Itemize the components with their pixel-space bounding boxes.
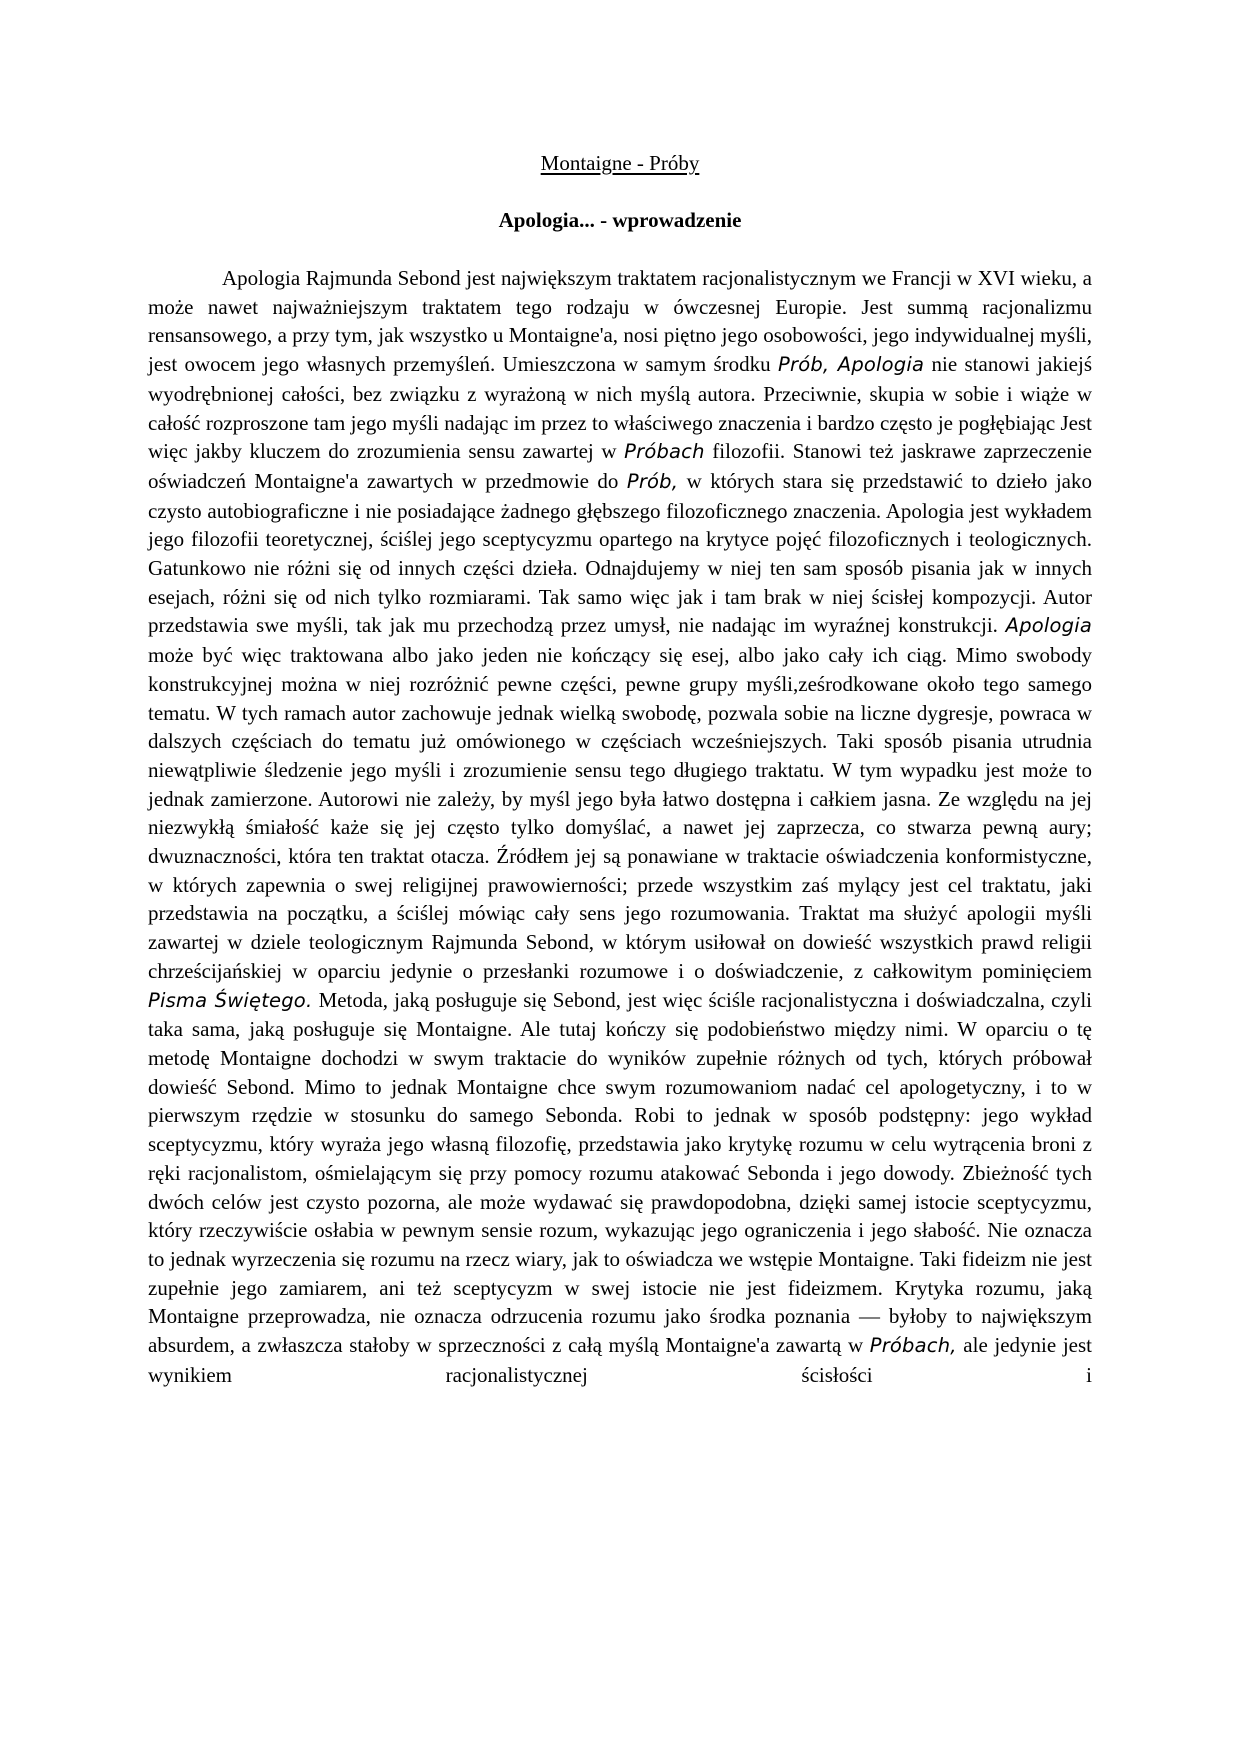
italic-run: Próbach, — [869, 1334, 957, 1358]
text-run: Metoda, jaką posługuje się Sebond, jest więc ściśle racjonalistyczna i doświadczalna, czyli taka sama, jaką posługuje się Montaigne. Ale tutaj kończy się podobieństwo między nimi. W oparciu o tę metodę Montaigne dochodzi w swym traktacie do wyników zupełnie różnych od tych, których próbował dowieść Sebond. Mimo to jednak Montaigne chce swym rozumowaniom nadać cel apologetyczny, i to w pierwszym rzędzie w stosunku do samego Sebonda. Robi to jednak w sposób podstępny: jego wykład sceptycyzmu, który wyraża jego własną filozofię, przedstawia jako krytykę rozumu w celu wytrącenia broni z ręki racjonalistom, ośmielającym się przy pomocy rozumu atakować Sebonda i jego dowody. Zbieżność tych dwóch celów jest czysto pozorna, ale może wydawać się prawdopodobna, dzięki samej istocie sceptycyzmu, który rzeczywiście osłabia w pewnym sensie rozum, wykazując jego ograniczenia i jego słabość. Nie oznacza to jednak wyrzeczenia się rozumu na rzecz wiary, jak to oświadcza we wstępie Montaigne. Taki fideizm nie jest zupełnie jego zamiarem, ani też sceptycyzm w swej istocie nie jest fideizmem. Krytyka rozumu, jaką Montaigne przeprowadza, nie oznacza odrzucenia rozumu jako środka poznania — byłoby to największym absurdem, a zwłaszcza stałoby w sprzeczności z całą myślą Montaigne'a zawartą w — [148, 987, 1092, 1358]
italic-run: Prób, Apologia — [778, 353, 925, 377]
italic-run: Prób, — [626, 469, 679, 493]
italic-run: Próbach — [624, 440, 705, 464]
italic-run: Apologia — [1005, 614, 1092, 638]
text-run: Apologia Rajmunda Sebond jest największym traktatem racjonalistycznym we Francji w XVI wieku, a może nawet najważniejszym traktatem tego rodzaju w ówczesnej Europie. Jest summą racjonalizmu rensansowego, a przy tym, jak wszystko u Montaigne'a, nosi piętno jego osobowości, jego indywidualnej myśli, jest owocem jego własnych przemyśleń. Umieszczona w samym środku — [148, 266, 1092, 377]
document-subtitle: Apologia... - wprowadzenie — [498, 208, 742, 232]
document-title: Montaigne - Próby — [540, 151, 700, 175]
text-run: filozofii. Stanowi też jaskrawe zaprzeczenie oświadczeń Montaigne'a zawartych w przedmowie do — [148, 439, 1092, 493]
text-run: może być więc traktowana albo jako jeden nie kończący się esej, albo jako cały ich ciąg. Mimo swobody konstrukcyjnej można w niej rozróżnić pewne części, pewne grupy myśli,ześrodkowane około tego samego tematu. W tych ramach autor zachowuje jednak wielką swobodę, pozwala sobie na liczne dygresje, powraca w dalszych częściach do tematu już omówionego w częściach wcześniejszych. Taki sposób pisania utrudnia niewątpliwie śledzenie jego myśli i zrozumienie sensu tego długiego traktatu. W tym wypadku jest może to jednak zamierzone. Autorowi nie zależy, by myśl jego była łatwo dostępna i całkiem jasna. Ze względu na jej niezwykłą śmiałość każe się jej często tylko domyślać, a nawet jej zaprzecza, co stwarza pewną aury; dwuznaczności, która ten traktat otacza. Źródłem jej są ponawiane w traktacie oświadczenia konformistyczne, w których zapewnia o swej religijnej prawowierności; przede wszystkim zaś mylący jest cel traktatu, jaki przedstawia na początku, a ściślej mówiąc cały sens jego rozumowania. Traktat ma służyć apologii myśli zawartej w dziele teologicznym Rajmunda Sebond, w którym usiłował on dowieść wszystkich prawd religii chrześcijańskiej w oparciu jedynie o przesłanki rozumowe i o doświadczenie, z całkowitym pominięciem — [148, 643, 1092, 983]
italic-run: Pisma Świętego. — [148, 988, 313, 1012]
paragraph-indent — [148, 266, 222, 290]
text-run: nie stanowi jakiejś wyodrębnionej całości, bez związku z wyrażoną w nich myślą autora. Przeciwnie, skupia w sobie i wiąże w całość rozproszone tam jego myśli nadając im przez to właściwego znaczenia i bardzo często je pogłębiając Jest więc jakby kluczem do zrozumienia sensu zawartej w — [148, 352, 1092, 464]
text-run: w których stara się przedstawić to dzieło jako czysto autobiograficzne i nie posiadające żadnego głębszego filozoficznego znaczenia. Apologia jest wykładem jego filozofii teoretycznej, ściślej jego sceptycyzmu opartego na krytyce pojęć filozoficznych i teologicznych. Gatunkowo nie różni się od innych części dzieła. Odnajdujemy w niej ten sam sposób pisania jak w innych esejach, różni się od nich tylko rozmiarami. Tak samo więc jak i tam brak w niej ścisłej kompozycji. Autor przedstawia swe myśli, tak jak mu przechodzą przez umysł, nie nadając im wyraźnej konstrukcji. — [148, 468, 1092, 638]
body-paragraph — [148, 264, 1092, 1389]
text-run: ale jedynie jest wynikiem racjonalistycznej ścisłości i — [148, 1333, 1092, 1387]
